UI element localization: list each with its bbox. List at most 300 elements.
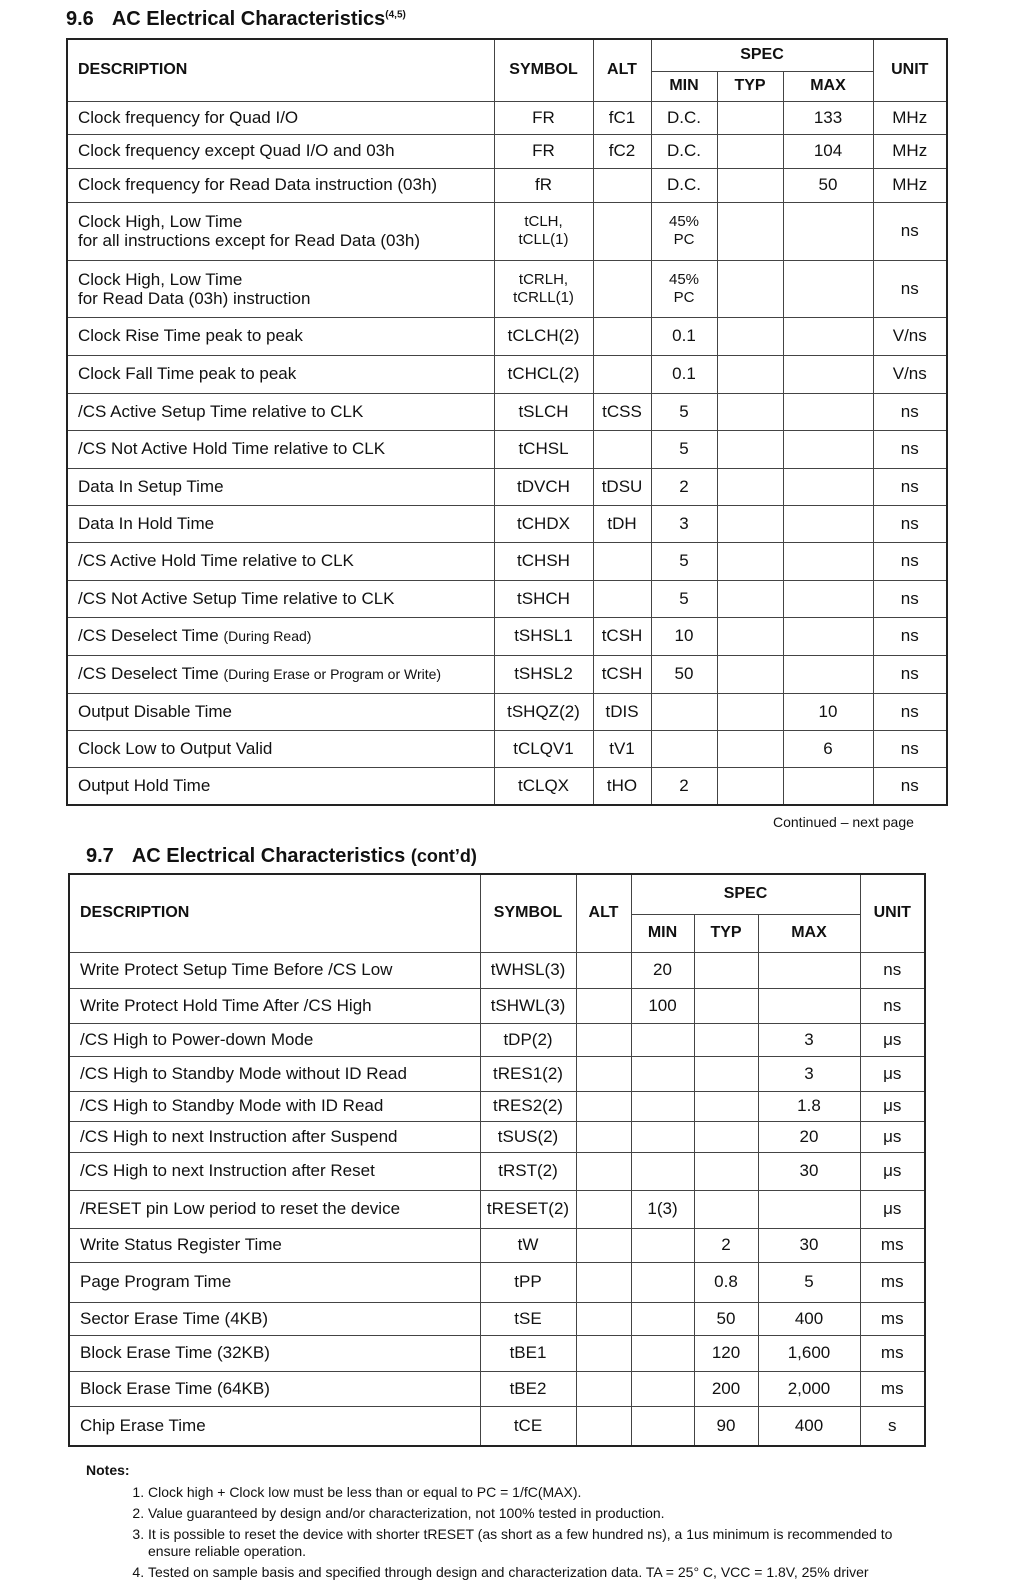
symbol-text: tRES2(2): [493, 1096, 563, 1115]
symbol-cell: [480, 1091, 576, 1121]
unit-cell: μs: [860, 1056, 925, 1091]
typ-cell: 200: [694, 1371, 758, 1406]
table-row: [67, 505, 947, 542]
unit-cell: ns: [873, 430, 947, 468]
description-cell: [67, 617, 494, 655]
symbol-cell: [494, 317, 593, 355]
symbol-line-1: tCRLH,: [518, 270, 569, 288]
typ-cell: 90: [694, 1406, 758, 1446]
typ-cell: [717, 730, 783, 767]
typ-cell: [717, 542, 783, 580]
typ-cell: [717, 202, 783, 260]
note-item: 3. It is possible to reset the device with shorter tRESET (as short as a few hundred ns), a 1us minimum is recommended to ensure reliable operation.: [148, 1526, 926, 1560]
typ-cell: [717, 767, 783, 805]
alt-cell: [576, 1302, 631, 1335]
symbol-text: tDVCH: [517, 476, 570, 496]
unit-cell: μs: [860, 1023, 925, 1056]
typ-cell: [694, 952, 758, 988]
description-cell: [69, 1121, 480, 1152]
alt-cell: [593, 260, 651, 317]
min-cell: [651, 767, 717, 805]
symbol-cell: [494, 730, 593, 767]
description-text: Clock Fall Time peak to peak: [78, 364, 297, 383]
description-text: Output Disable Time: [78, 701, 233, 721]
unit-cell: ns: [873, 580, 947, 617]
description-text: Write Protect Setup Time Before /CS Low: [80, 960, 393, 979]
note-item: 1. Clock high + Clock low must be less than or equal to PC = 1/fC(MAX).: [148, 1484, 926, 1501]
description-line-2: for Read Data (03h) instruction: [78, 288, 311, 308]
description-line-1: Clock High, Low Time: [78, 212, 243, 231]
table-row: [67, 655, 947, 693]
min-cell: [631, 1023, 694, 1056]
typ-cell: [717, 393, 783, 430]
description-text: Sector Erase Time (4KB): [80, 1308, 269, 1328]
symbol-text: tW: [517, 1235, 539, 1254]
symbol-text: tCLCH(2): [507, 326, 580, 345]
table-row: [67, 168, 947, 202]
description-cell: [67, 134, 494, 168]
alt-cell: [593, 542, 651, 580]
min-cell: [631, 988, 694, 1023]
min-text: 5: [679, 551, 689, 570]
description-cell: [67, 355, 494, 393]
typ-cell: [694, 1152, 758, 1190]
symbol-cell: [480, 1023, 576, 1056]
header-max: MAX: [758, 914, 860, 952]
typ-cell: [717, 430, 783, 468]
alt-cell: [593, 580, 651, 617]
description-text: /CS Not Active Setup Time relative to CLK: [78, 588, 395, 608]
unit-cell: ns: [873, 693, 947, 730]
table-row: [69, 1302, 925, 1335]
min-cell: [651, 260, 717, 317]
unit-cell: μs: [860, 1190, 925, 1228]
alt-cell: [576, 1406, 631, 1446]
min-cell: [631, 1335, 694, 1371]
max-cell: 10: [783, 693, 873, 730]
table-row: [67, 580, 947, 617]
description-text: /CS High to next Instruction after Suspend: [80, 1126, 398, 1146]
description-cell: [69, 1190, 480, 1228]
unit-cell: V/ns: [873, 355, 947, 393]
typ-cell: [717, 693, 783, 730]
header-description: DESCRIPTION: [69, 874, 480, 952]
min-cell: [651, 101, 717, 134]
table-row: [69, 952, 925, 988]
min-cell: [651, 580, 717, 617]
unit-cell: ns: [873, 468, 947, 505]
min-line-1: 45%: [668, 270, 700, 288]
min-text: 50: [674, 664, 694, 683]
min-cell: [631, 1121, 694, 1152]
min-text: 100: [648, 995, 677, 1015]
symbol-cell: [480, 1302, 576, 1335]
min-text: 2: [679, 476, 689, 496]
table-row: [69, 1023, 925, 1056]
alt-cell: [576, 1262, 631, 1302]
unit-cell: MHz: [873, 134, 947, 168]
min-text: 10: [674, 626, 694, 645]
description-condition: (During Read): [223, 628, 312, 644]
max-cell: 30: [758, 1228, 860, 1262]
max-cell: [783, 317, 873, 355]
min-cell: [631, 1406, 694, 1446]
symbol-text: tWHSL(3): [490, 960, 566, 979]
min-cell: [651, 393, 717, 430]
notes-title: Notes:: [86, 1462, 130, 1478]
table-row: [69, 1121, 925, 1152]
alt-cell: [593, 317, 651, 355]
symbol-cell: [494, 168, 593, 202]
unit-cell: ms: [860, 1262, 925, 1302]
section-title-9-7: [86, 845, 477, 868]
note-item: 2. Value guaranteed by design and/or characterization, not 100% tested in production.: [148, 1505, 926, 1522]
symbol-text: tCLQX: [517, 775, 570, 795]
typ-cell: [717, 505, 783, 542]
min-cell: [631, 952, 694, 988]
table-row: [69, 1056, 925, 1091]
min-cell: [631, 1190, 694, 1228]
min-cell: [651, 317, 717, 355]
title-footnote-ref: (4,5): [385, 9, 406, 21]
min-text: 20: [653, 960, 672, 979]
typ-cell: [694, 1023, 758, 1056]
max-cell: 1.8: [758, 1091, 860, 1121]
table-row: [67, 134, 947, 168]
alt-cell: tCSH: [593, 655, 651, 693]
header-description: DESCRIPTION: [67, 39, 494, 101]
header-alt: ALT: [593, 39, 651, 101]
notes-list: [86, 1484, 926, 1581]
header-alt: ALT: [576, 874, 631, 952]
symbol-cell: [494, 430, 593, 468]
description-line-1: Clock High, Low Time: [78, 269, 243, 289]
unit-cell: μs: [860, 1121, 925, 1152]
header-typ: TYP: [717, 71, 783, 101]
min-cell: [651, 617, 717, 655]
description-text: Clock frequency for Read Data instruction (03h): [78, 175, 438, 194]
symbol-cell: [494, 355, 593, 393]
section-number: 9.7: [86, 845, 114, 867]
section-title-text: AC Electrical Characteristics: [111, 8, 386, 30]
table-row: [67, 617, 947, 655]
description-text: Data In Hold Time: [78, 513, 215, 533]
min-text: 1(3): [647, 1199, 678, 1218]
table-row: [67, 317, 947, 355]
symbol-text: tDP(2): [503, 1029, 553, 1049]
symbol-cell: [494, 202, 593, 260]
typ-cell: [717, 260, 783, 317]
symbol-text: tCHSH: [517, 551, 570, 570]
typ-cell: [717, 468, 783, 505]
symbol-text: tSE: [514, 1308, 542, 1328]
unit-cell: MHz: [873, 101, 947, 134]
symbol-text: tRESET(2): [486, 1199, 570, 1218]
symbol-text: tRST(2): [498, 1161, 558, 1180]
min-cell: [651, 655, 717, 693]
max-cell: [783, 202, 873, 260]
description-cell: [69, 1302, 480, 1335]
typ-cell: [717, 101, 783, 134]
symbol-cell: [494, 580, 593, 617]
alt-cell: [576, 952, 631, 988]
symbol-text: tSHQZ(2): [507, 701, 580, 721]
typ-cell: [694, 1056, 758, 1091]
unit-cell: MHz: [873, 168, 947, 202]
min-line-1: 45%: [668, 213, 700, 230]
description-cell: [69, 1023, 480, 1056]
symbol-text: tCLQV1: [513, 738, 574, 758]
description-cell: [67, 730, 494, 767]
table-row: [67, 430, 947, 468]
description-cell: [69, 1262, 480, 1302]
typ-cell: [717, 134, 783, 168]
description-cell: [69, 988, 480, 1023]
description-text: Block Erase Time (64KB): [80, 1378, 270, 1398]
unit-cell: ns: [873, 767, 947, 805]
symbol-cell: [494, 617, 593, 655]
symbol-cell: [480, 1121, 576, 1152]
unit-cell: ns: [873, 393, 947, 430]
min-cell: [651, 355, 717, 393]
symbol-line-2: tCRLL(1): [513, 288, 574, 306]
table-row: [67, 767, 947, 805]
min-line-2: PC: [673, 231, 695, 248]
description-text: /CS Active Hold Time relative to CLK: [78, 551, 354, 570]
table-row: [69, 1152, 925, 1190]
min-line-2: PC: [673, 288, 695, 306]
table-row: [67, 730, 947, 767]
max-cell: 400: [758, 1406, 860, 1446]
typ-cell: [717, 580, 783, 617]
symbol-cell: [480, 1371, 576, 1406]
typ-cell: [717, 317, 783, 355]
table-row: [69, 1406, 925, 1446]
description-cell: [69, 1335, 480, 1371]
max-cell: [758, 1190, 860, 1228]
min-cell: [631, 1152, 694, 1190]
symbol-cell: [480, 1056, 576, 1091]
table-row: [69, 1335, 925, 1371]
max-cell: 1,600: [758, 1335, 860, 1371]
max-cell: 3: [758, 1023, 860, 1056]
description-text: /RESET pin Low period to reset the device: [80, 1199, 401, 1218]
min-cell: [651, 542, 717, 580]
description-text: /CS Deselect Time: [78, 664, 219, 683]
min-text: 5: [679, 439, 689, 458]
table-row: [69, 1262, 925, 1302]
max-cell: [783, 260, 873, 317]
min-text: D.C.: [667, 175, 701, 194]
unit-cell: ns: [873, 730, 947, 767]
alt-cell: [593, 355, 651, 393]
symbol-cell: [480, 1406, 576, 1446]
unit-cell: V/ns: [873, 317, 947, 355]
alt-cell: [576, 1228, 631, 1262]
description-cell: [67, 767, 494, 805]
table-row: [67, 355, 947, 393]
symbol-cell: [480, 1190, 576, 1228]
max-cell: [783, 617, 873, 655]
description-text: Clock frequency for Quad I/O: [78, 107, 299, 127]
ac-characteristics-table: [66, 38, 948, 806]
alt-cell: [576, 1056, 631, 1091]
description-cell: [69, 1406, 480, 1446]
alt-cell: [576, 1091, 631, 1121]
max-cell: 50: [783, 168, 873, 202]
unit-cell: ns: [873, 505, 947, 542]
symbol-text: tBE2: [509, 1378, 547, 1398]
max-cell: 2,000: [758, 1371, 860, 1406]
table-row: [67, 260, 947, 317]
symbol-line-1: tCLH,: [524, 213, 563, 230]
symbol-cell: [494, 134, 593, 168]
unit-cell: μs: [860, 1152, 925, 1190]
symbol-text: tRES1(2): [493, 1063, 563, 1083]
description-text: Page Program Time: [80, 1272, 232, 1291]
description-text: /CS High to Power-down Mode: [80, 1029, 314, 1049]
max-cell: 30: [758, 1152, 860, 1190]
description-text: Data In Setup Time: [78, 476, 224, 496]
typ-cell: [694, 1091, 758, 1121]
min-text: 3: [679, 513, 689, 533]
description-cell: [69, 1091, 480, 1121]
description-cell: [67, 168, 494, 202]
description-cell: [67, 505, 494, 542]
typ-cell: 2: [694, 1228, 758, 1262]
description-cell: [67, 468, 494, 505]
header-min: MIN: [631, 914, 694, 952]
table-row: [67, 693, 947, 730]
min-cell: [651, 693, 717, 730]
min-cell: [651, 730, 717, 767]
alt-cell: [576, 1190, 631, 1228]
symbol-text: tSHSL1: [514, 626, 573, 645]
symbol-text: tBE1: [509, 1343, 547, 1362]
alt-cell: tV1: [593, 730, 651, 767]
description-cell: [67, 317, 494, 355]
symbol-cell: [494, 693, 593, 730]
symbol-cell: [480, 1228, 576, 1262]
alt-cell: tDIS: [593, 693, 651, 730]
description-text: Clock Low to Output Valid: [78, 738, 273, 758]
header-unit: UNIT: [860, 874, 925, 952]
typ-cell: 50: [694, 1302, 758, 1335]
description-cell: [67, 101, 494, 134]
symbol-cell: [480, 1335, 576, 1371]
header-spec: SPEC: [651, 39, 873, 71]
description-text: /CS High to Standby Mode without ID Read: [80, 1063, 407, 1083]
symbol-cell: [494, 767, 593, 805]
table-row: [67, 393, 947, 430]
symbol-text: tSHWL(3): [490, 995, 566, 1015]
table-row: [69, 1228, 925, 1262]
unit-cell: ns: [860, 988, 925, 1023]
description-text: Block Erase Time (32KB): [80, 1343, 270, 1362]
alt-cell: [593, 430, 651, 468]
alt-cell: tCSH: [593, 617, 651, 655]
min-cell: [651, 134, 717, 168]
header-spec: SPEC: [631, 874, 860, 914]
description-text: Write Status Register Time: [80, 1235, 282, 1254]
section-title-9-6: [66, 8, 406, 31]
max-cell: 5: [758, 1262, 860, 1302]
symbol-text: fR: [535, 175, 552, 194]
continued-note: Continued – next page: [773, 814, 914, 830]
typ-cell: [717, 355, 783, 393]
max-cell: [783, 393, 873, 430]
max-cell: [783, 655, 873, 693]
description-cell: [67, 580, 494, 617]
note-item: 4. Tested on sample basis and specified through design and characterization data. TA = 25° C, VCC = 1.8V, 25% driver: [148, 1564, 926, 1581]
section-number: 9.6: [66, 8, 94, 30]
unit-cell: ms: [860, 1371, 925, 1406]
alt-cell: [593, 202, 651, 260]
min-cell: [651, 430, 717, 468]
header-min: MIN: [651, 71, 717, 101]
symbol-text: tSUS(2): [497, 1126, 559, 1146]
typ-cell: 0.8: [694, 1262, 758, 1302]
description-cell: [67, 693, 494, 730]
symbol-text: FR: [532, 107, 555, 127]
description-cell: [67, 202, 494, 260]
description-line-2: for all instructions except for Read Data (03h): [78, 231, 421, 250]
unit-cell: ns: [873, 202, 947, 260]
symbol-text: tSHCH: [517, 588, 570, 608]
max-cell: [783, 468, 873, 505]
description-cell: [67, 260, 494, 317]
section-title-suffix: (cont’d): [410, 846, 477, 866]
symbol-text: tCHCL(2): [507, 364, 580, 383]
table-row: [67, 468, 947, 505]
unit-cell: ns: [873, 542, 947, 580]
min-cell: [631, 1371, 694, 1406]
min-cell: [651, 505, 717, 542]
unit-cell: ns: [873, 260, 947, 317]
header-symbol: SYMBOL: [480, 874, 576, 952]
alt-cell: [576, 1335, 631, 1371]
min-cell: [651, 468, 717, 505]
typ-cell: [717, 168, 783, 202]
description-text: /CS Deselect Time: [78, 626, 219, 645]
alt-cell: tDH: [593, 505, 651, 542]
min-cell: [631, 1091, 694, 1121]
symbol-cell: [480, 1152, 576, 1190]
description-text: Output Hold Time: [78, 775, 211, 795]
description-cell: [69, 952, 480, 988]
description-text: /CS High to next Instruction after Reset: [80, 1161, 375, 1180]
description-text: Clock frequency except Quad I/O and 03h: [78, 141, 395, 160]
ac-characteristics-cont-table: [68, 873, 926, 1447]
typ-cell: 120: [694, 1335, 758, 1371]
min-text: 0.1: [672, 326, 696, 345]
description-text: Write Protect Hold Time After /CS High: [80, 995, 372, 1015]
min-text: 0.1: [672, 364, 696, 383]
max-cell: [758, 988, 860, 1023]
max-cell: [783, 580, 873, 617]
description-cell: [69, 1371, 480, 1406]
alt-cell: [576, 1121, 631, 1152]
min-text: 2: [679, 775, 689, 795]
symbol-text: tCHSL: [518, 439, 569, 458]
table-row: [69, 988, 925, 1023]
symbol-cell: [494, 260, 593, 317]
min-text: D.C.: [667, 107, 701, 127]
unit-cell: ms: [860, 1335, 925, 1371]
min-text: 5: [679, 588, 689, 608]
description-cell: [69, 1152, 480, 1190]
unit-cell: ms: [860, 1302, 925, 1335]
